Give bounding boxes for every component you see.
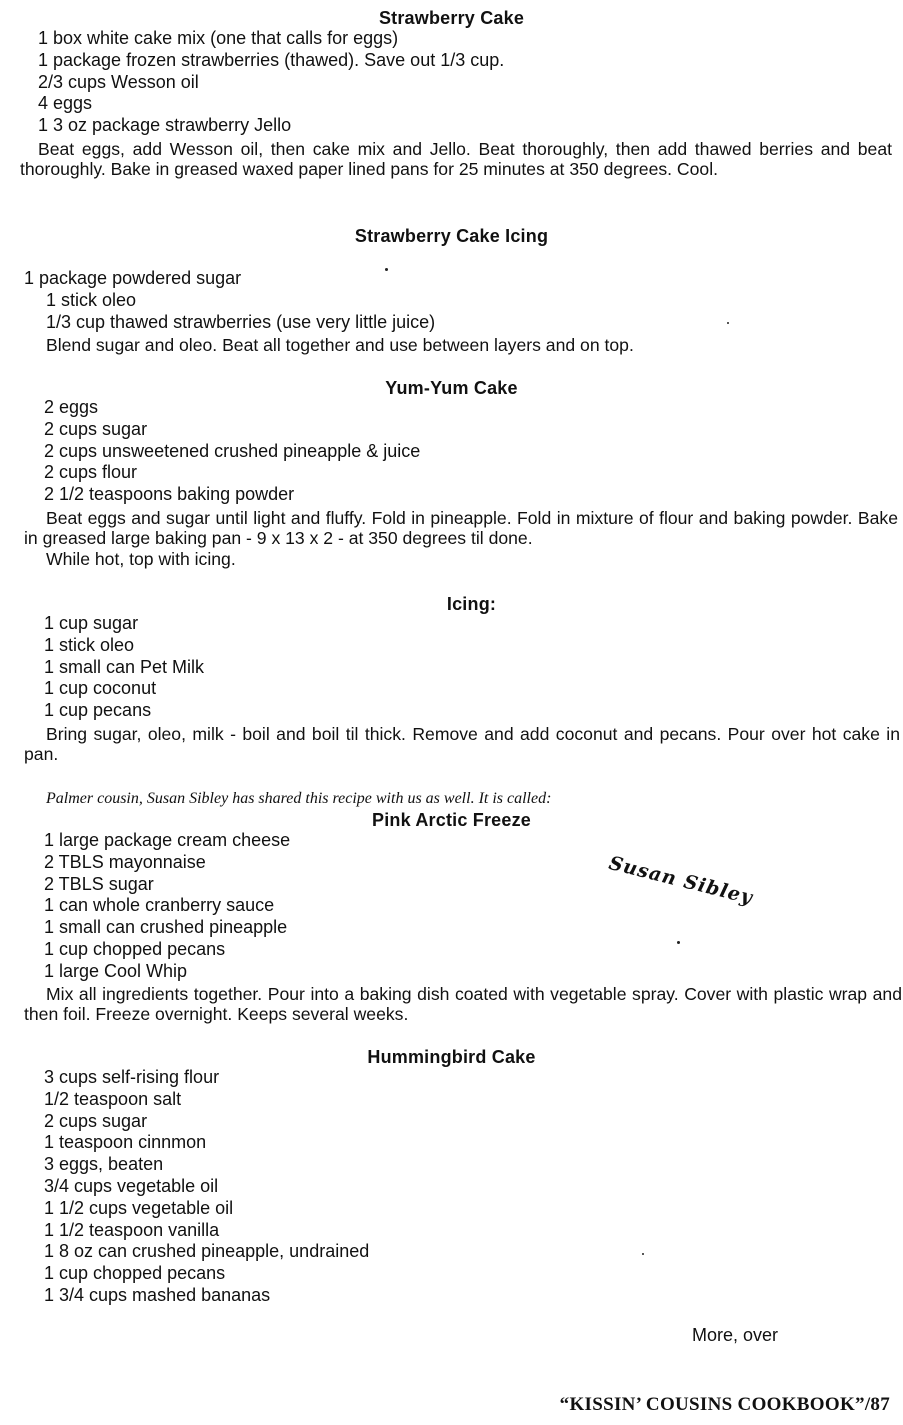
ingredient-item: 3/4 cups vegetable oil: [44, 1175, 219, 1196]
ingredient-item: 1 cup chopped pecans: [44, 938, 226, 959]
pink-arctic-instructions: Mix all ingredients together. Pour into a baking dish coated with vegetable spray. Cover with plastic wrap and then foil. Freeze overnight. Keeps several weeks.: [24, 984, 902, 1024]
pink-arctic-ingredients: [44, 830, 290, 983]
yum-yum-instructions: Beat eggs and sugar until light and fluffy. Fold in pineapple. Fold in mixture of flour and baking powder. Bake in greased large baking pan - 9 x 13 x 2 - at 350 degrees til done.: [24, 508, 898, 548]
more-over-note: More, over: [692, 1325, 779, 1345]
hummingbird-ingredients: [44, 1067, 369, 1307]
yum-yum-ingredients: [44, 397, 420, 506]
icing-ingredients: [44, 613, 204, 722]
ingredient-item: 1 cup coconut: [44, 678, 157, 699]
ingredient-item: 1 stick oleo: [46, 289, 137, 310]
ingredient-item: 1 3 oz package strawberry Jello: [38, 115, 292, 136]
ingredient-item: 1/3 cup thawed strawberries (use very little juice): [46, 311, 436, 332]
ingredient-item: 1 can whole cranberry sauce: [44, 895, 275, 916]
ingredient-item: 1 cup sugar: [44, 613, 139, 633]
ingredient-item: 1 1/2 teaspoon vanilla: [44, 1219, 220, 1240]
ingredient-item: 1 3/4 cups mashed bananas: [44, 1284, 271, 1305]
ingredient-item: 1 box white cake mix (one that calls for eggs): [38, 28, 399, 48]
ingredient-item: 3 eggs, beaten: [44, 1154, 164, 1175]
pink-arctic-title: Pink Arctic Freeze: [372, 810, 531, 830]
cookbook-footer: “KISSIN’ COUSINS COOKBOOK”/87: [559, 1394, 890, 1415]
ingredient-item: 1 cup pecans: [44, 700, 152, 721]
susan-sibley-signature: Susan Sibley: [606, 852, 756, 910]
ingredient-item: 2 TBLS mayonnaise: [44, 851, 206, 872]
ingredient-item: 1 package powdered sugar: [24, 268, 242, 288]
ingredient-item: 2/3 cups Wesson oil: [38, 71, 199, 92]
ingredient-item: 2 cups unsweetened crushed pineapple & juice: [44, 440, 421, 461]
ingredient-item: 1 small can crushed pineapple: [44, 917, 288, 938]
strawberry-cake-instructions: Beat eggs, add Wesson oil, then cake mix and Jello. Beat thoroughly, then add thawed berries and beat thoroughly. Bake in greased waxed paper lined pans for 25 minutes at 350 degrees. Cool.: [20, 139, 892, 179]
scan-speck: [385, 268, 388, 271]
strawberry-cake-ingredients: [38, 28, 504, 137]
scan-speck: [727, 322, 729, 324]
icing-title: Icing:: [446, 594, 497, 614]
strawberry-cake-title: Strawberry Cake: [378, 8, 525, 28]
ingredient-item: 1/2 teaspoon salt: [44, 1088, 182, 1109]
ingredient-item: 2 cups sugar: [44, 1110, 148, 1131]
ingredient-item: 2 cups sugar: [44, 418, 148, 439]
ingredient-item: 3 cups self-rising flour: [44, 1067, 220, 1087]
ingredient-item: 1 stick oleo: [44, 634, 135, 655]
ingredient-item: 2 1/2 teaspoons baking powder: [44, 484, 295, 505]
scan-speck: [677, 941, 680, 944]
ingredient-item: 1 small can Pet Milk: [44, 656, 205, 677]
ingredient-item: 1 teaspoon cinnmon: [44, 1132, 207, 1153]
ingredient-item: 1 8 oz can crushed pineapple, undrained: [44, 1241, 370, 1262]
ingredient-item: 1 large package cream cheese: [44, 830, 291, 850]
ingredient-item: 1 large Cool Whip: [44, 960, 188, 981]
yum-yum-title: Yum-Yum Cake: [385, 378, 518, 398]
hummingbird-title: Hummingbird Cake: [367, 1047, 536, 1067]
ingredient-item: 1 cup chopped pecans: [44, 1263, 226, 1284]
scan-speck: [642, 1253, 644, 1255]
ingredient-item: 4 eggs: [38, 93, 93, 114]
strawberry-icing-title: Strawberry Cake Icing: [354, 226, 549, 246]
ingredient-item: 2 TBLS sugar: [44, 873, 154, 894]
ingredient-item: 1 1/2 cups vegetable oil: [44, 1197, 234, 1218]
ingredient-item: 2 cups flour: [44, 462, 138, 483]
strawberry-icing-instructions: Blend sugar and oleo. Beat all together and use between layers and on top.: [46, 335, 634, 355]
icing-instructions: Bring sugar, oleo, milk - boil and boil til thick. Remove and add coconut and pecans. Pour over hot cake in pan.: [24, 724, 900, 764]
strawberry-icing-ingredients: [24, 268, 435, 333]
yum-yum-instructions-2: While hot, top with icing.: [46, 549, 236, 569]
ingredient-item: 2 eggs: [44, 397, 99, 417]
pink-arctic-intro: Palmer cousin, Susan Sibley has shared this recipe with us as well. It is called:: [46, 790, 552, 807]
ingredient-item: 1 package frozen strawberries (thawed). Save out 1/3 cup.: [38, 49, 505, 70]
